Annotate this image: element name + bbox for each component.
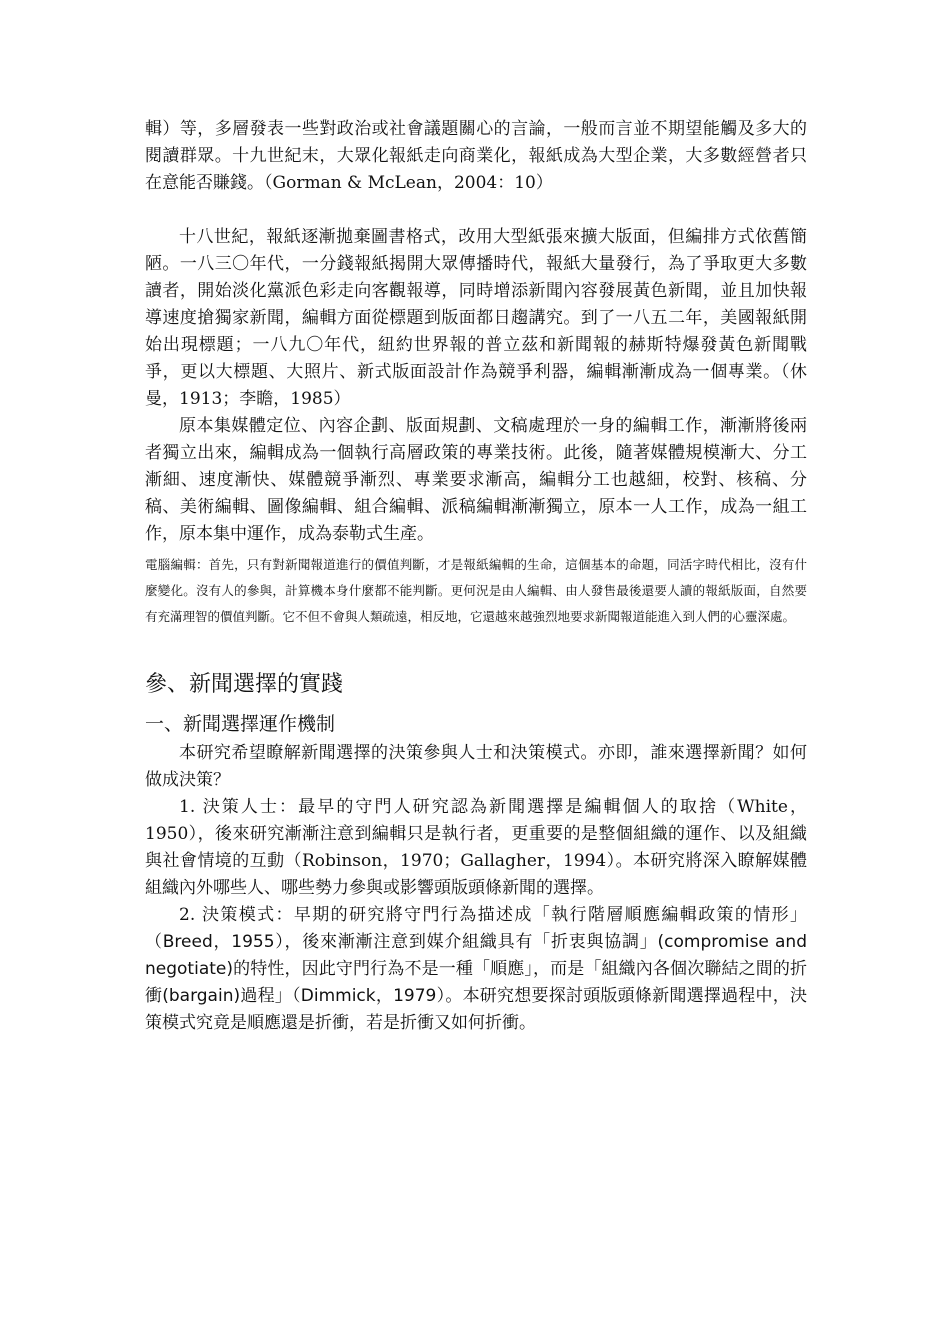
decision-model-part-1: 2. 決策模式：早期的研究將守門行為描述成「執行階層順應編輯政策的情形」 — [179, 905, 807, 925]
paragraph-decision-makers: 1. 決策人士：最早的守門人研究認為新聞選擇是編輯個人的取捨（White，1950），後來研究漸漸注意到編輯只是執行者，更重要的是整個組織的運作、以及組織與社會情境的互動（Robinson，1970；Gallagher，1994）。本研究將深入瞭解媒體組織內外哪些人、哪些勢力參與或影響頭版頭條新聞的選擇。 — [145, 797, 807, 898]
paragraph-research-goal: 本研究希望瞭解新聞選擇的決策參與人士和決策模式。亦即，誰來選擇新聞？如何做成決策？ — [145, 743, 807, 790]
subsection-title: 一、新聞選擇運作機制 — [145, 713, 336, 735]
paragraph-eighteenth-century: 十八世紀，報紙逐漸拋棄圖書格式，改用大型紙張來擴大版面，但編排方式依舊簡陋。一八三〇年代，一分錢報紙揭開大眾傳播時代，報紙大量發行，為了爭取更大多數讀者，開始淡化黨派色彩走向客觀報導，同時增添新聞內容發展黃色新聞，並且加快報導速度搶獨家新聞，編輯方面從標題到版面都日趨講究。到了一八五二年，美國報紙開始出現標題；一八九〇年代，紐約世界報的普立茲和新聞報的赫斯特爆發黃色新聞戰爭，更以大標題、大照片、新式版面設計作為競爭利器，編輯漸漸成為一個專業。（休曼，1913；李瞻，1985） — [145, 227, 807, 409]
paragraph-decision-model — [145, 902, 807, 1037]
computer-editing-note: 電腦編輯：首先，只有對新聞報道進行的價值判斷，才是報紙編輯的生命，這個基本的命題，同活字時代相比，沒有什麼變化。沒有人的參與，計算機本身什麼都不能判斷。更何況是由人編輯、由人發售最後還要人讀的報紙版面，自然要有充滿理智的價值判斷。它不但不會與人類疏遠，相反地，它還越來越強烈地要求新聞報道能進入到人們的心靈深處。 — [145, 557, 807, 624]
document-page — [145, 116, 807, 1037]
paragraph-newspaper-history-intro: 輯）等，多層發表一些對政治或社會議題關心的言論，一般而言並不期望能觸及多大的閱讀群眾。十九世紀末，大眾化報紙走向商業化，報紙成為大型企業，大多數經營者只在意能否賺錢。（Gorman & McLean，2004：10） — [145, 119, 807, 193]
decision-model-part-3: 本研究想要探討頭版頭條新聞選擇過程中，決策模式究竟是順應還是折衝，若是折衝又如何折衝。 — [145, 986, 808, 1033]
section-title: 參、新聞選擇的實踐 — [145, 672, 344, 697]
decision-model-part-2: （Breed，1955），後來漸漸注意到媒介組織具有「折衷與協調」(compromise and negotiate)的特性，因此守門行為不是一種「順應」，而是「組織內各個次聯結之間的折衝(bargain)過程」（Dimmick，1979）。 — [145, 932, 807, 1006]
paragraph-editing-division: 原本集媒體定位、內容企劃、版面規劃、文稿處理於一身的編輯工作，漸漸將後兩者獨立出來，編輯成為一個執行高層政策的專業技術。此後，隨著媒體規模漸大、分工漸細、速度漸快、媒體競爭漸烈、專業要求漸高，編輯分工也越細，校對、核稿、分稿、美術編輯、圖像編輯、組合編輯、派稿編輯漸漸獨立，原本一人工作，成為一組工作，原本集中運作，成為泰勒式生產。 — [145, 416, 807, 544]
